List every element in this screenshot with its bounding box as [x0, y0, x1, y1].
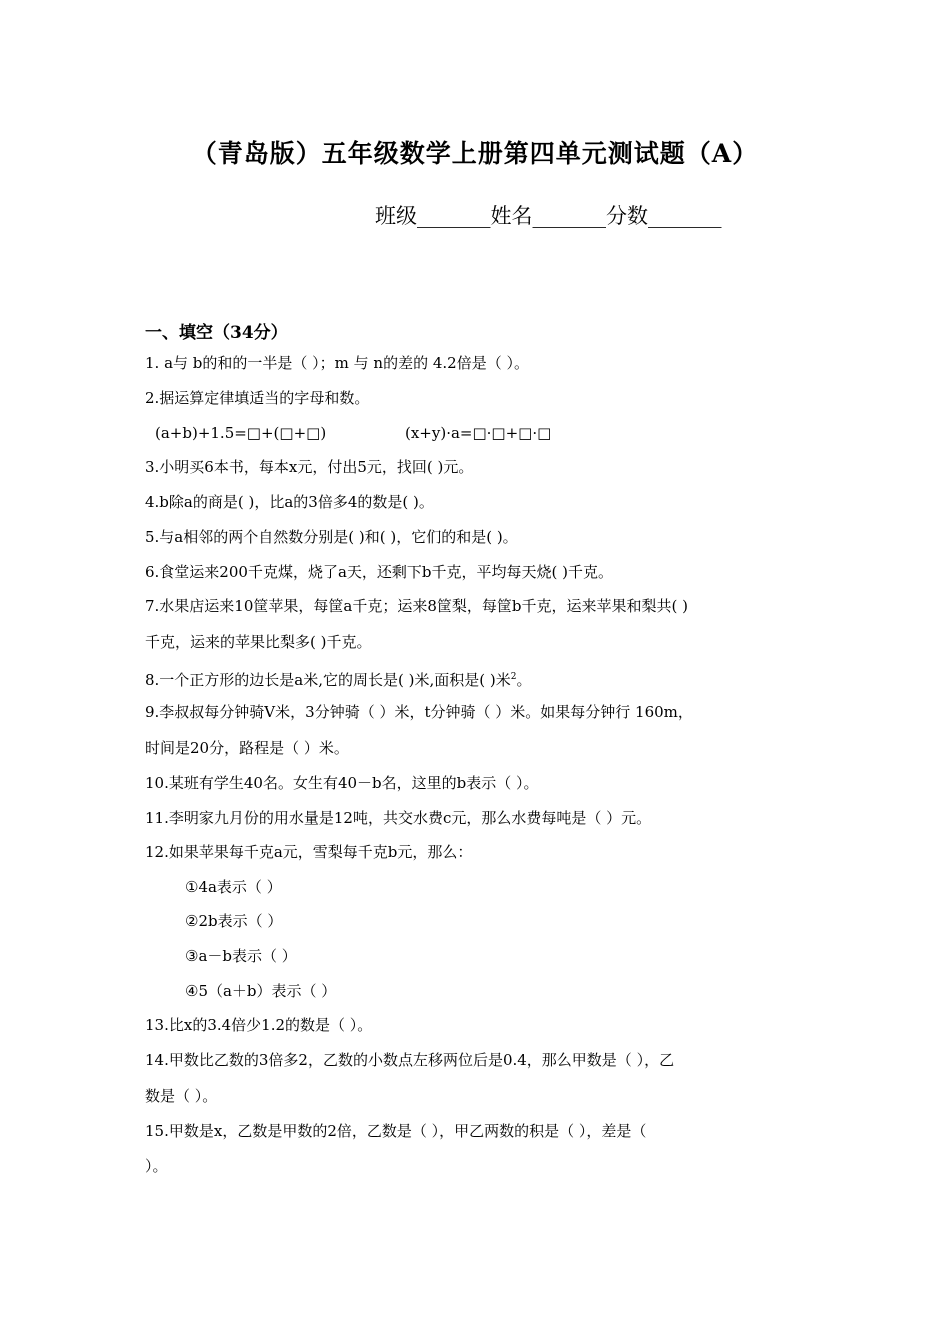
question-12: 12.如果苹果每千克a元，雪梨每千克b元，那么： — [145, 843, 473, 861]
question-6: 6.食堂运来200千克煤，烧了a天，还剩下b千克，平均每天烧( )千克。 — [145, 563, 613, 581]
page-title: （青岛版）五年级数学上册第四单元测试题（A） — [191, 139, 759, 168]
question-9-line-1: 9.李叔叔每分钟骑V米，3分钟骑（ ）米，t分钟骑（ ）米。如果每分钟行 160m， — [145, 703, 693, 721]
question-11: 11.李明家九月份的用水量是12吨，共交水费c元，那么水费每吨是（ ）元。 — [145, 809, 652, 827]
student-info-line: 班级_______姓名_______分数_______ — [375, 204, 722, 228]
question-3: 3.小明买6本书，每本x元，付出5元，找回( )元。 — [145, 458, 474, 476]
question-15-line-2: ）。 — [145, 1157, 168, 1175]
question-12-item-3: ③a－b表示（ ） — [185, 947, 297, 965]
question-5: 5.与a相邻的两个自然数分别是( )和( )，它们的和是( )。 — [145, 528, 518, 546]
question-1: 1. a与 b的和的一半是（ ）；m 与 n的差的 4.2倍是（ ）。 — [145, 354, 529, 372]
question-8-text: 8.一个正方形的边长是a米,它的周长是( )米,面积是( )米 — [145, 671, 511, 689]
section-heading-fill-in: 一、填空（34分） — [145, 323, 288, 343]
question-12-item-1: ①4a表示（ ） — [185, 878, 282, 896]
question-14-line-2: 数是（ ）。 — [145, 1087, 218, 1105]
question-8-end: 。 — [516, 671, 532, 689]
question-14-line-1: 14.甲数比乙数的3倍多2，乙数的小数点左移两位后是0.4，那么甲数是（ ），乙 — [145, 1051, 675, 1069]
question-12-item-4: ④5（a＋b）表示（ ） — [185, 982, 337, 1000]
question-7-line-2: 千克，运来的苹果比梨多( )千克。 — [145, 633, 372, 651]
question-7-line-1: 7.水果店运来10筐苹果，每筐a千克；运来8筐梨，每筐b千克，运来苹果和梨共( ) — [145, 597, 688, 615]
square-exponent: 2 — [510, 672, 517, 682]
question-10: 10.某班有学生40名。女生有40－b名，这里的b表示（ ）。 — [145, 774, 539, 792]
question-13: 13.比x的3.4倍少1.2的数是（ ）。 — [145, 1016, 373, 1034]
question-2-expression-b: (x+y)·a=□·□+□·□ — [405, 424, 552, 442]
question-2-expression-a: (a+b)+1.5=□+(□+□) — [155, 424, 327, 442]
question-2: 2.据运算定律填适当的字母和数。 — [145, 389, 370, 407]
question-12-item-2: ②2b表示（ ） — [185, 912, 283, 930]
question-4: 4.b除a的商是( )，比a的3倍多4的数是( )。 — [145, 493, 434, 511]
question-15-line-1: 15.甲数是x，乙数是甲数的2倍，乙数是（ ），甲乙两数的积是（ ），差是（ — [145, 1122, 647, 1140]
question-9-line-2: 时间是20分，路程是（ ）米。 — [145, 739, 349, 757]
question-8 — [145, 667, 532, 690]
